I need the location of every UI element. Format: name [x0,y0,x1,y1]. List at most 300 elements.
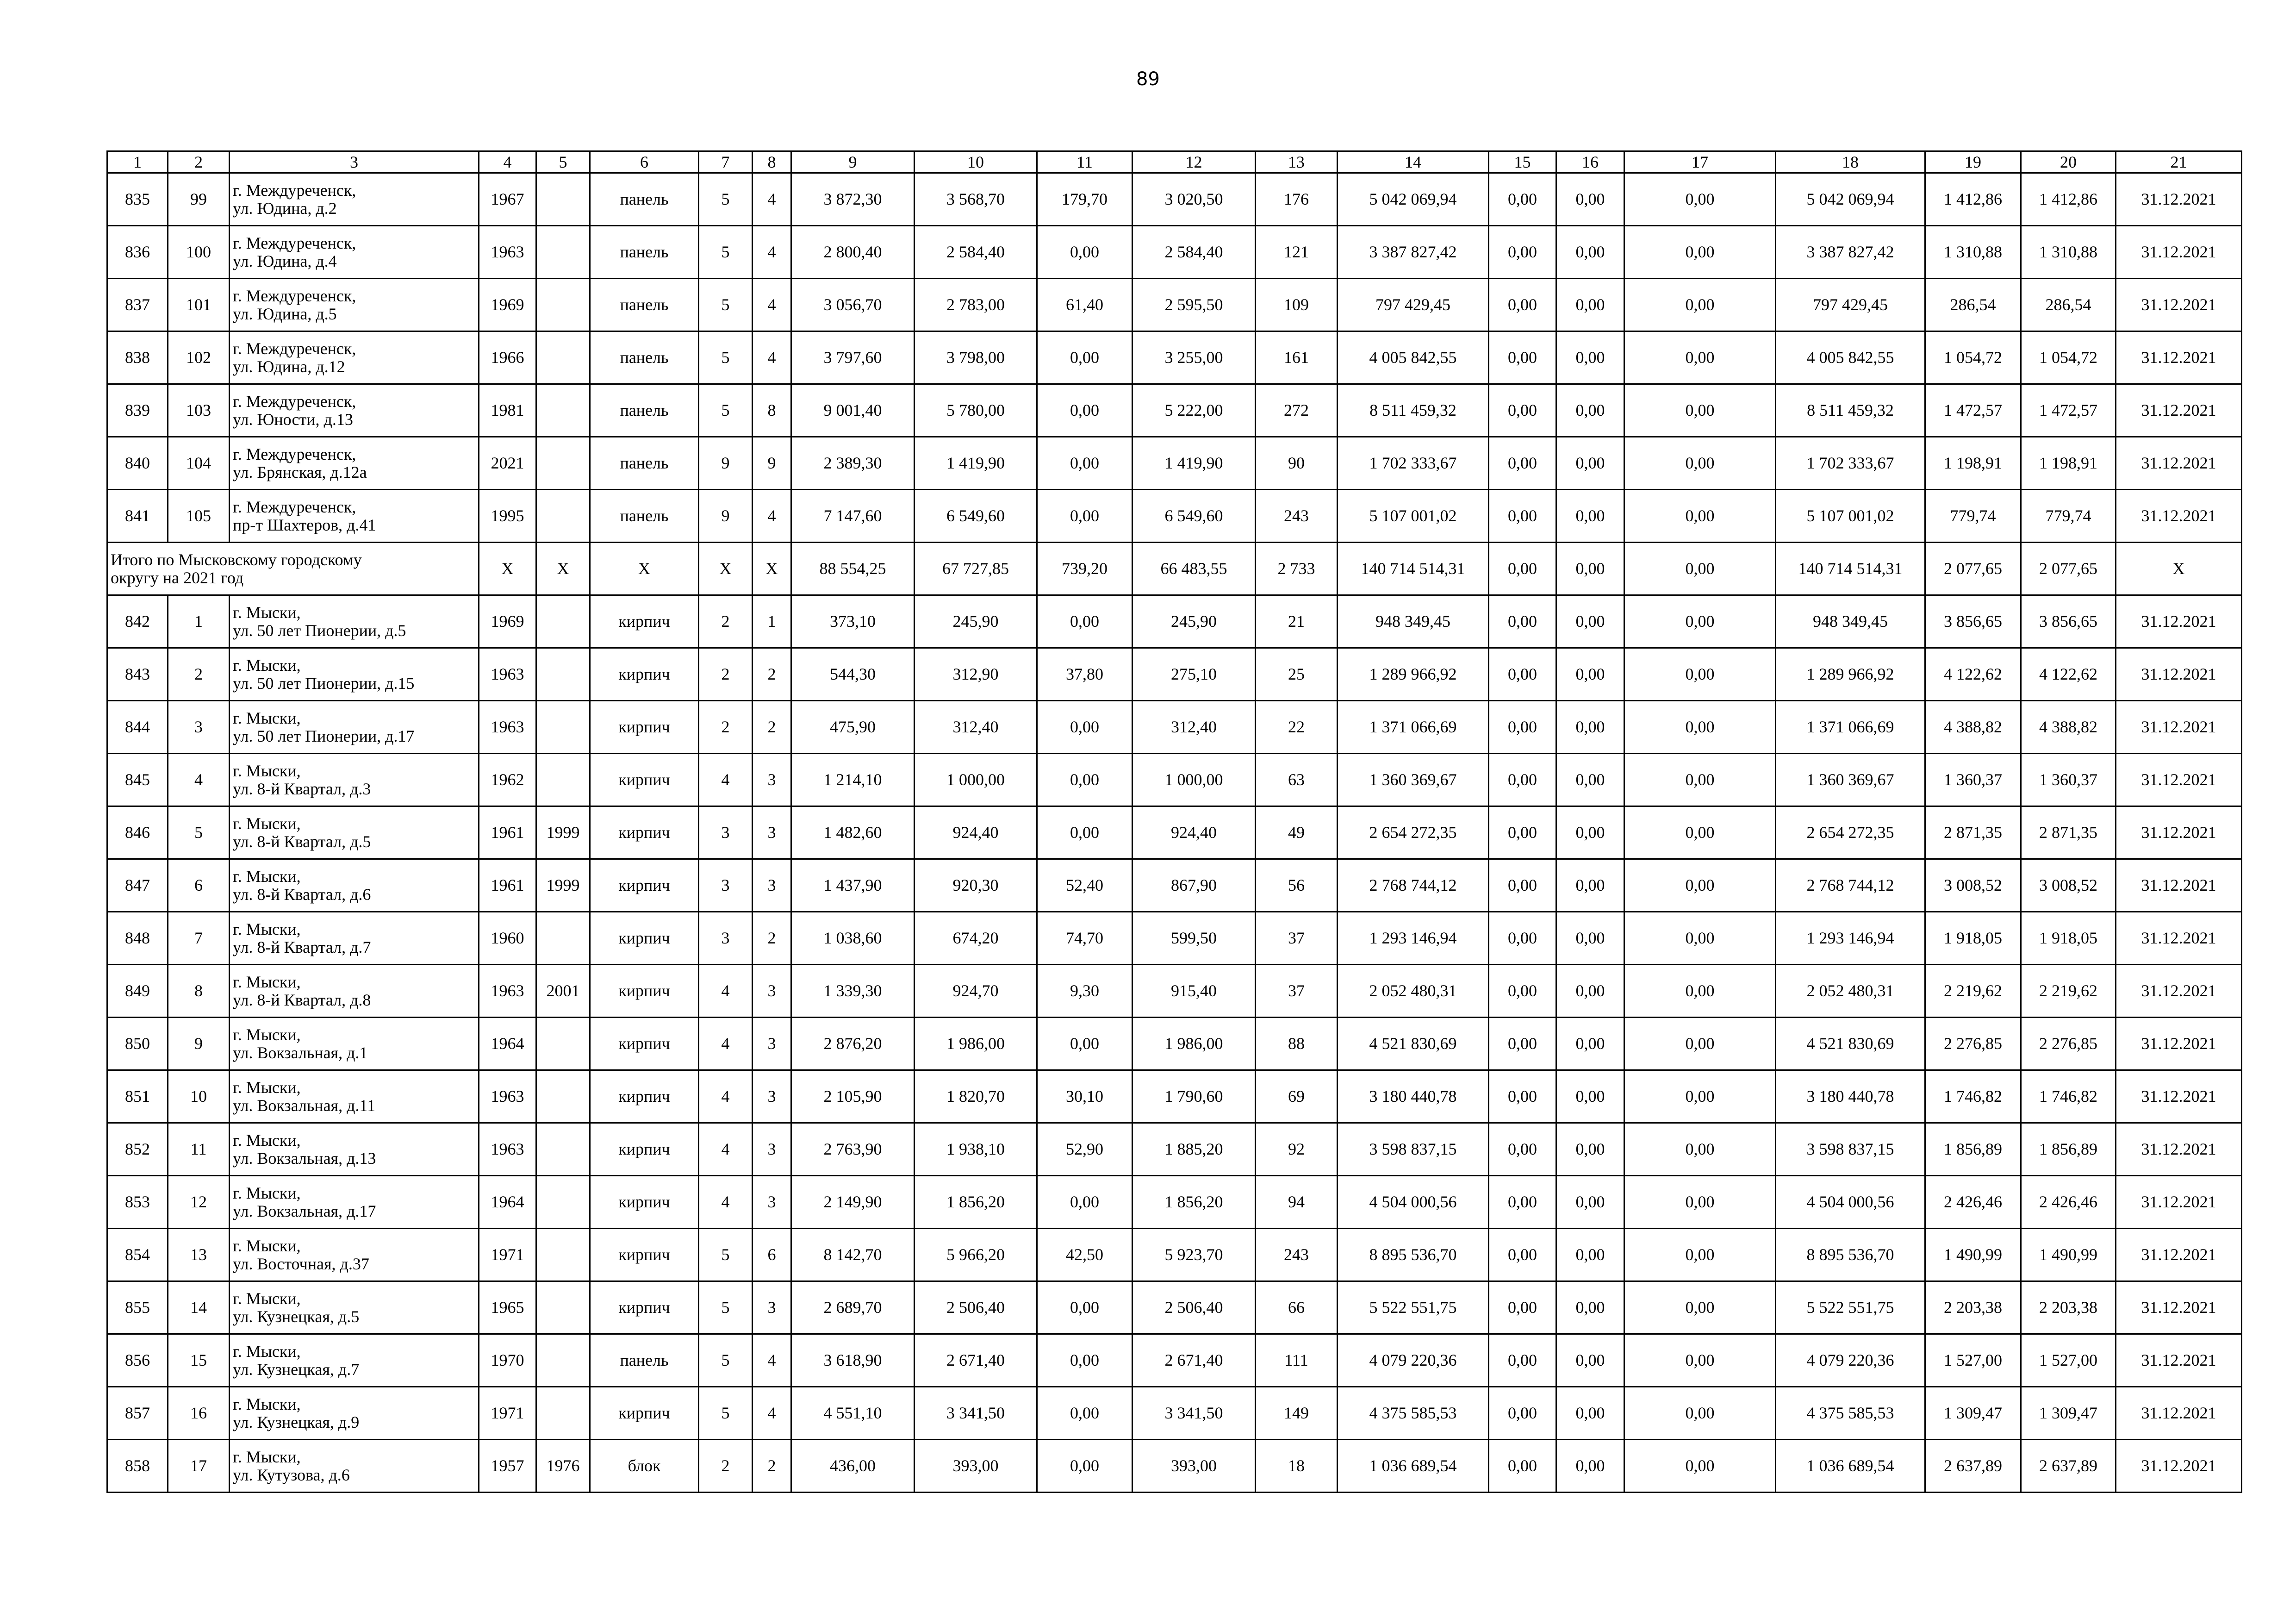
table-cell: панель [590,279,699,331]
table-cell: 31.12.2021 [2116,437,2242,490]
table-cell: 5 107 001,02 [1338,490,1489,543]
table-cell: 436,00 [791,1440,915,1493]
table-cell: 31.12.2021 [2116,701,2242,754]
address-cell [230,1440,479,1493]
table-cell: 31.12.2021 [2116,173,2242,226]
table-cell: 9 [699,490,753,543]
subtotal-cell: 739,20 [1037,543,1132,595]
subtotal-cell: X [699,543,753,595]
table-cell: 2 637,89 [2021,1440,2116,1493]
address-city: г. Мыски, [233,1289,301,1308]
table-cell: 0,00 [1624,1387,1776,1440]
address-cell [230,1229,479,1281]
table-cell: 2 506,40 [1132,1281,1256,1334]
table-cell: 1 938,10 [915,1123,1037,1176]
table-cell: 8 511 459,32 [1776,384,1925,437]
table-cell: 94 [1256,1176,1338,1229]
address-cell [230,1018,479,1070]
table-row [107,490,2242,543]
table-cell: 31.12.2021 [2116,1123,2242,1176]
table-cell: 0,00 [1037,1440,1132,1493]
table-cell: 0,00 [1556,965,1624,1018]
local-number-cell: 4 [168,754,230,806]
address-cell [230,859,479,912]
table-cell [536,1123,590,1176]
subtotal-label [107,543,479,595]
table-cell: 4 551,10 [791,1387,915,1440]
subtotal-cell: 0,00 [1489,543,1556,595]
address-street: ул. Юдина, д.5 [233,304,337,323]
table-cell: 18 [1256,1440,1338,1493]
local-number-cell: 105 [168,490,230,543]
table-cell: 1 472,57 [2021,384,2116,437]
table-cell [536,1387,590,1440]
address-cell [230,595,479,648]
table-cell: 4 [699,1018,753,1070]
table-cell: 0,00 [1624,806,1776,859]
table-cell: 2 [699,701,753,754]
table-cell: 3 [753,754,791,806]
table-cell: 4 [753,1387,791,1440]
table-row [107,806,2242,859]
table-cell: 599,50 [1132,912,1256,965]
table-cell: 0,00 [1556,1176,1624,1229]
table-cell: 31.12.2021 [2116,331,2242,384]
address-street: ул. 8-й Квартал, д.7 [233,937,371,956]
local-number-cell: 13 [168,1229,230,1281]
table-cell: 1963 [479,648,536,701]
address-cell [230,648,479,701]
table-cell: 4 [753,331,791,384]
table-cell: кирпич [590,595,699,648]
table-cell: 0,00 [1624,912,1776,965]
address-city: г. Мыски, [233,1183,301,1202]
address-cell [230,912,479,965]
table-cell: 0,00 [1624,754,1776,806]
table-cell: 5 923,70 [1132,1229,1256,1281]
table-cell: 1 490,99 [2021,1229,2116,1281]
table-cell: 31.12.2021 [2116,279,2242,331]
table-cell: 2 671,40 [915,1334,1037,1387]
subtotal-cell: X [2116,543,2242,595]
table-cell: 2 783,00 [915,279,1037,331]
table-cell: кирпич [590,1070,699,1123]
table-cell: 0,00 [1556,859,1624,912]
column-number-cell: 21 [2116,151,2242,173]
table-cell: 1 360,37 [1925,754,2021,806]
table-cell: 2 [699,648,753,701]
table-cell [536,1229,590,1281]
table-cell: 0,00 [1489,173,1556,226]
table-cell: 0,00 [1489,490,1556,543]
table-cell: 2 595,50 [1132,279,1256,331]
table-cell: 88 [1256,1018,1338,1070]
table-cell: 1 490,99 [1925,1229,2021,1281]
table-cell: 1963 [479,701,536,754]
table-cell: 63 [1256,754,1338,806]
table-row [107,965,2242,1018]
table-cell: 4 375 585,53 [1776,1387,1925,1440]
column-number-row [107,151,2242,173]
table-cell: 0,00 [1037,1176,1132,1229]
table-cell: 2 219,62 [1925,965,2021,1018]
table-cell: 0,00 [1556,1070,1624,1123]
table-cell: 1 289 966,92 [1776,648,1925,701]
table-cell: 5 522 551,75 [1338,1281,1489,1334]
table-cell: 4 388,82 [1925,701,2021,754]
table-cell: 31.12.2021 [2116,754,2242,806]
table-cell: 3 [753,859,791,912]
table-cell [536,1070,590,1123]
table-cell: 2 [753,648,791,701]
table-cell: кирпич [590,1123,699,1176]
table-cell: 31.12.2021 [2116,384,2242,437]
address-cell [230,331,479,384]
table-cell: 275,10 [1132,648,1256,701]
table-cell: 3 008,52 [2021,859,2116,912]
table-cell: 1971 [479,1387,536,1440]
table-cell: 312,40 [915,701,1037,754]
table-cell: 0,00 [1556,279,1624,331]
table-cell: кирпич [590,912,699,965]
table-cell: 0,00 [1037,1334,1132,1387]
table-cell: 1 419,90 [1132,437,1256,490]
table-cell: 1969 [479,595,536,648]
table-cell: 0,00 [1556,226,1624,279]
table-cell: 1 412,86 [1925,173,2021,226]
row-number-cell: 836 [107,226,168,279]
table-row [107,1440,2242,1493]
row-number-cell: 840 [107,437,168,490]
table-cell: 0,00 [1556,912,1624,965]
table-cell: 0,00 [1624,490,1776,543]
table-cell: 797 429,45 [1338,279,1489,331]
table-row [107,1281,2242,1334]
table-cell: 31.12.2021 [2116,226,2242,279]
table-cell: 948 349,45 [1338,595,1489,648]
table-cell: 4 521 830,69 [1776,1018,1925,1070]
table-cell: 0,00 [1556,1440,1624,1493]
table-row [107,1070,2242,1123]
table-cell: 2 105,90 [791,1070,915,1123]
local-number-cell: 17 [168,1440,230,1493]
table-cell: кирпич [590,1018,699,1070]
table-row [107,754,2242,806]
table-cell: 1 527,00 [1925,1334,2021,1387]
address-city: г. Междуреченск, [233,497,356,516]
table-cell [536,648,590,701]
table-cell: 0,00 [1037,490,1132,543]
address-cell [230,1176,479,1229]
table-row [107,1176,2242,1229]
table-cell: 49 [1256,806,1338,859]
table-cell: 1 856,20 [1132,1176,1256,1229]
table-cell: 5 042 069,94 [1338,173,1489,226]
table-cell [536,1176,590,1229]
table-cell: 3 797,60 [791,331,915,384]
address-cell [230,965,479,1018]
table-cell: 3 [753,1018,791,1070]
table-cell: 5 107 001,02 [1776,490,1925,543]
local-number-cell: 14 [168,1281,230,1334]
address-city: г. Мыски, [233,1342,301,1361]
table-cell: 1 309,47 [2021,1387,2116,1440]
table-cell: 1 000,00 [1132,754,1256,806]
address-street: ул. 50 лет Пионерии, д.17 [233,726,415,745]
table-cell: 0,00 [1556,1281,1624,1334]
table-cell: 0,00 [1624,384,1776,437]
table-cell: 1 918,05 [2021,912,2116,965]
housing-register-table [106,150,2242,1493]
row-number-cell: 841 [107,490,168,543]
local-number-cell: 100 [168,226,230,279]
table-row [107,437,2242,490]
table-cell: панель [590,331,699,384]
column-number-cell: 13 [1256,151,1338,173]
row-number-cell: 847 [107,859,168,912]
table-cell: 52,40 [1037,859,1132,912]
table-cell: 5 522 551,75 [1776,1281,1925,1334]
table-cell: 2 [753,1440,791,1493]
table-cell: 1 310,88 [2021,226,2116,279]
row-number-cell: 850 [107,1018,168,1070]
table-cell: 37,80 [1037,648,1132,701]
subtotal-cell: X [536,543,590,595]
table-row [107,226,2242,279]
table-cell: 243 [1256,1229,1338,1281]
address-city: г. Мыски, [233,1025,301,1044]
subtotal-cell: 140 714 514,31 [1338,543,1489,595]
table-cell: 4 [753,173,791,226]
subtotal-label-line: Итого по Мысковскому городскому [111,550,362,569]
address-city: г. Мыски, [233,1394,301,1413]
table-cell: 22 [1256,701,1338,754]
local-number-cell: 99 [168,173,230,226]
table-cell: 1 437,90 [791,859,915,912]
table-cell: 1 702 333,67 [1338,437,1489,490]
subtotal-label-line: округу на 2021 год [111,568,244,587]
table-cell [536,595,590,648]
table-cell: 1 293 146,94 [1338,912,1489,965]
table-cell: 31.12.2021 [2116,1281,2242,1334]
table-cell: 0,00 [1489,437,1556,490]
table-row [107,279,2242,331]
table-cell: 3 [699,912,753,965]
table-cell: 1 339,30 [791,965,915,1018]
table-cell: 3 056,70 [791,279,915,331]
local-number-cell: 6 [168,859,230,912]
table-cell: 3 020,50 [1132,173,1256,226]
table-cell: 66 [1256,1281,1338,1334]
table-cell: 0,00 [1556,1334,1624,1387]
table-cell: 31.12.2021 [2116,806,2242,859]
table-cell: 2 871,35 [2021,806,2116,859]
table-cell: 5 [699,1334,753,1387]
table-cell: 74,70 [1037,912,1132,965]
local-number-cell: 2 [168,648,230,701]
local-number-cell: 12 [168,1176,230,1229]
table-cell: 1 036 689,54 [1338,1440,1489,1493]
table-cell: 5 966,20 [915,1229,1037,1281]
table-cell: 1 746,82 [2021,1070,2116,1123]
table-cell: 9 001,40 [791,384,915,437]
address-city: г. Междуреченск, [233,339,356,358]
table-cell: 3 [699,859,753,912]
column-number-cell: 3 [230,151,479,173]
table-cell: 779,74 [2021,490,2116,543]
address-city: г. Мыски, [233,708,301,727]
address-city: г. Междуреченск, [233,286,356,305]
table-cell: кирпич [590,1229,699,1281]
table-cell: панель [590,226,699,279]
table-cell: 2 [699,595,753,648]
table-cell: 2 654 272,35 [1776,806,1925,859]
address-city: г. Мыски, [233,761,301,780]
table-cell: 4 [753,1334,791,1387]
table-cell: 31.12.2021 [2116,595,2242,648]
address-city: г. Мыски, [233,1447,301,1466]
column-number-cell: 18 [1776,151,1925,173]
table-cell: 0,00 [1489,1229,1556,1281]
table-row [107,859,2242,912]
table-cell: 3 618,90 [791,1334,915,1387]
table-cell: 8 895 536,70 [1338,1229,1489,1281]
table-cell: 1 412,86 [2021,173,2116,226]
address-cell [230,279,479,331]
table-cell: 1 198,91 [1925,437,2021,490]
table-cell: 2 654 272,35 [1338,806,1489,859]
table-cell: 0,00 [1624,1176,1776,1229]
table-cell: 4 122,62 [2021,648,2116,701]
table-row [107,912,2242,965]
table-cell: кирпич [590,806,699,859]
table-cell: 3 [753,965,791,1018]
table-cell: 1 198,91 [2021,437,2116,490]
row-number-cell: 848 [107,912,168,965]
table-cell: 3 598 837,15 [1338,1123,1489,1176]
table-cell: 2021 [479,437,536,490]
table-cell: 4 079 220,36 [1338,1334,1489,1387]
table-cell: 4 504 000,56 [1338,1176,1489,1229]
row-number-cell: 852 [107,1123,168,1176]
address-street: ул. Кузнецкая, д.9 [233,1412,360,1431]
table-cell: 0,00 [1556,1018,1624,1070]
address-cell [230,384,479,437]
table-cell: 2 052 480,31 [1338,965,1489,1018]
table-row [107,595,2242,648]
table-cell: 867,90 [1132,859,1256,912]
table-cell: 1 986,00 [915,1018,1037,1070]
table-cell: 1 986,00 [1132,1018,1256,1070]
table-cell: 1 293 146,94 [1776,912,1925,965]
table-cell: 0,00 [1624,859,1776,912]
table-cell: 1 746,82 [1925,1070,2021,1123]
address-city: г. Мыски, [233,1131,301,1149]
table-cell: 2 203,38 [1925,1281,2021,1334]
table-cell: 4 [699,754,753,806]
local-number-cell: 7 [168,912,230,965]
subtotal-cell: X [479,543,536,595]
table-body [107,151,2242,1493]
table-cell: 1 310,88 [1925,226,2021,279]
table-cell: 1970 [479,1334,536,1387]
table-cell: 2 763,90 [791,1123,915,1176]
column-number-cell: 19 [1925,151,2021,173]
table-cell: 31.12.2021 [2116,490,2242,543]
table-cell: 2001 [536,965,590,1018]
address-cell [230,806,479,859]
table-cell: 0,00 [1624,1334,1776,1387]
table-cell: кирпич [590,648,699,701]
table-cell: 272 [1256,384,1338,437]
table-cell: 0,00 [1489,331,1556,384]
table-cell: кирпич [590,1176,699,1229]
table-cell: 56 [1256,859,1338,912]
local-number-cell: 104 [168,437,230,490]
table-cell: 31.12.2021 [2116,1334,2242,1387]
table-cell: 1 289 966,92 [1338,648,1489,701]
table-cell: 0,00 [1489,1387,1556,1440]
subtotal-cell: X [590,543,699,595]
table-cell: 2 426,46 [2021,1176,2116,1229]
table-cell: 1 038,60 [791,912,915,965]
table-cell: 0,00 [1489,1440,1556,1493]
table-cell: 0,00 [1556,384,1624,437]
table-cell: 0,00 [1037,1018,1132,1070]
table-cell: 2 149,90 [791,1176,915,1229]
row-number-cell: 851 [107,1070,168,1123]
table-cell: 1 309,47 [1925,1387,2021,1440]
table-cell: 245,90 [915,595,1037,648]
table-cell: 1 790,60 [1132,1070,1256,1123]
table-cell: 37 [1256,965,1338,1018]
address-cell [230,437,479,490]
row-number-cell: 854 [107,1229,168,1281]
address-street: пр-т Шахтеров, д.41 [233,515,376,534]
table-cell: 1 360 369,67 [1338,754,1489,806]
table-cell: 1976 [536,1440,590,1493]
table-cell: кирпич [590,754,699,806]
table-row [107,701,2242,754]
table-cell: 2 768 744,12 [1776,859,1925,912]
table-row [107,331,2242,384]
address-cell [230,1387,479,1440]
table-cell: 1957 [479,1440,536,1493]
address-street: ул. Юдина, д.12 [233,357,345,376]
table-cell: 797 429,45 [1776,279,1925,331]
table-cell: 1964 [479,1176,536,1229]
table-cell: 3 008,52 [1925,859,2021,912]
table-cell: 0,00 [1556,648,1624,701]
table-cell: 31.12.2021 [2116,1387,2242,1440]
table-cell: 0,00 [1624,965,1776,1018]
table-cell: 1961 [479,806,536,859]
table-cell: 0,00 [1037,701,1132,754]
table-cell: 0,00 [1489,595,1556,648]
table-cell: 3 255,00 [1132,331,1256,384]
table-cell: 3 568,70 [915,173,1037,226]
table-cell: панель [590,1334,699,1387]
column-number-cell: 17 [1624,151,1776,173]
table-cell: 2 584,40 [915,226,1037,279]
table-cell: 1 527,00 [2021,1334,2116,1387]
table-cell: 674,20 [915,912,1037,965]
table-cell [536,437,590,490]
table-cell: 4 079 220,36 [1776,1334,1925,1387]
table-cell: 5 [699,226,753,279]
table-cell: 286,54 [1925,279,2021,331]
table-cell: 8 [753,384,791,437]
